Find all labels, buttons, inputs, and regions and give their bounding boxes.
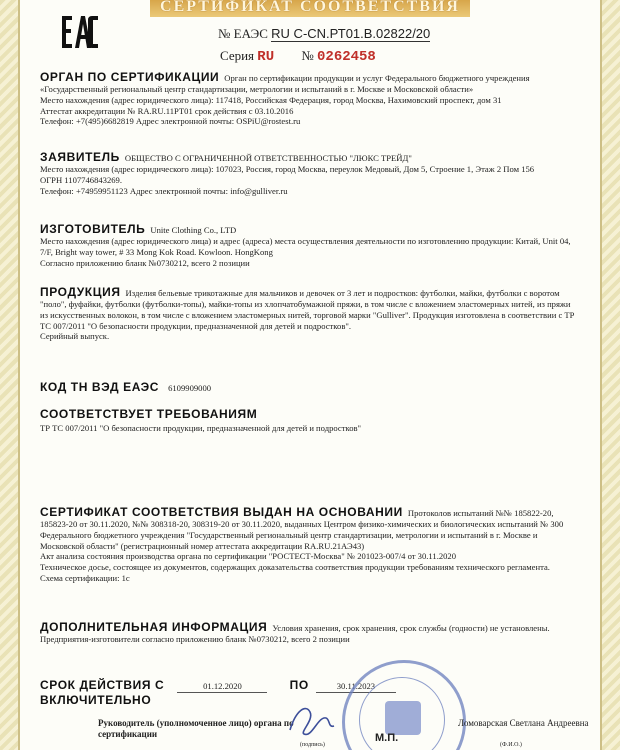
section-signature: Руководитель (уполномоченное лицо) органа по сертификации xyxy=(98,718,294,739)
eac-logo xyxy=(58,12,100,52)
certificate-series: Серия RU № 0262458 xyxy=(220,48,376,65)
section-product: ПРОДУКЦИЯ Изделия бельевые трикотажные для мальчиков и девочек от 3 лет и подростков: футболки, майки, футболки с воротом "поло", фуфайки, футболки (футболки-топы), майки-топы из хлопчатобумажной пряжи, в том числе с вложением эластомерных нитей, из пряжи из искусственных волокон, в том числе с вложением эластомерных нитей, торговой марки "Gulliver". Продукция изготовлена в соответствии с ТР ТС 007/2011 "О безопасности продукции, предназначенной для детей и подростков". Серийный выпуск. xyxy=(40,285,575,342)
left-guilloche-border xyxy=(0,0,18,750)
stamp-place-label: М.П. xyxy=(375,732,399,744)
section-hs-code: КОД ТН ВЭД ЕАЭС 6109909000 xyxy=(40,380,212,394)
section-applicant: ЗАЯВИТЕЛЬ ОБЩЕСТВО С ОГРАНИЧЕННОЙ ОТВЕТСТВЕННОСТЬЮ "ЛЮКС ТРЕЙД" Место нахождения (адрес юридического лица): 107023, Россия, город Москва, переулок Медовый, Дом 5, Строение 1, Этаж 2 Пом 156 ОГРН 1107746843269. Телефон: +74959951123 Адрес электронной почты: info@gulliver.ru xyxy=(40,150,535,196)
certificate-number: № ЕАЭС RU С-CN.РТ01.В.02822/20 xyxy=(218,26,431,41)
section-conformity: СООТВЕТСТВУЕТ ТРЕБОВАНИЯМ ТР ТС 007/2011 "О безопасности продукции, предназначенной для детей и подростков" xyxy=(40,407,362,433)
signature-mark xyxy=(282,700,342,745)
fio-caption: (Ф.И.О.) xyxy=(500,742,522,748)
certificate-title-banner: СЕРТИФИКАТ СООТВЕТСТВИЯ xyxy=(150,0,470,17)
signatory-name: Ломоварская Светлана Андреевна xyxy=(458,718,589,728)
right-guilloche-border xyxy=(602,0,620,750)
section-issue-basis: СЕРТИФИКАТ СООТВЕТСТВИЯ ВЫДАН НА ОСНОВАНИИ Протоколов испытаний №№ 185822-20, 185823-20 от 30.11.2020, №№ 308318-20, 308319-20 от 30.11.2020, выданных Центром физико-химических и биологических испытаний № 300 Федерального бюджетного учреждения "Государственный региональный центр стандартизации, метрологии и испытаний в г. Москве и Московской области" (регистрационный номер аттестата аккредитации RA.RU.21АЭ43) Акт анализа состояния производства органа по сертификации "РОСТЕСТ-Москва" № 201023-007/4 от 30.11.2020 Техническое досье, состоящее из документов, содержащих доказательства соответствия продукции требованиям технического регламента. Схема сертификации: 1с xyxy=(40,505,564,583)
section-additional-info: ДОПОЛНИТЕЛЬНАЯ ИНФОРМАЦИЯ Условия хранения, срок хранения, срок службы (годности) не установлены. Предприятия-изготовители согласно приложению бланк №0730212, всего 2 позиции xyxy=(40,620,550,644)
section-manufacturer: ИЗГОТОВИТЕЛЬ Unite Clothing Co., LTD Место нахождения (адрес юридического лица) и адрес (адреса) места осуществления деятельности по изготовлению продукции: Китай, Unit 04, 7/F, Bright way tower, # 33 Mong Kok Road. Kowloon. HongKong Согласно приложению бланк №0730212, всего 2 позиции xyxy=(40,222,571,268)
signature-caption: (подпись) xyxy=(300,742,325,748)
section-validity: СРОК ДЕЙСТВИЯ С 01.12.2020 ПО 30.11.2023 ВКЛЮЧИТЕЛЬНО xyxy=(40,678,580,707)
section-certification-body: ОРГАН ПО СЕРТИФИКАЦИИ Орган по сертификации продукции и услуг Федерального бюджетного учреждения «Государственный региональный центр стандартизации, метрологии и испытаний в г. Москве и Московской области» Место нахождения (адрес юридического лица): 117418, Российская Федерация, город Москва, Нахимовский проспект, дом 31 Аттестат аккредитации № RA.RU.11РТ01 срок действия с 03.10.2016 Телефон: +7(495)6682819 Адрес электронной почты: OSPiU@rostest.ru xyxy=(40,70,530,127)
